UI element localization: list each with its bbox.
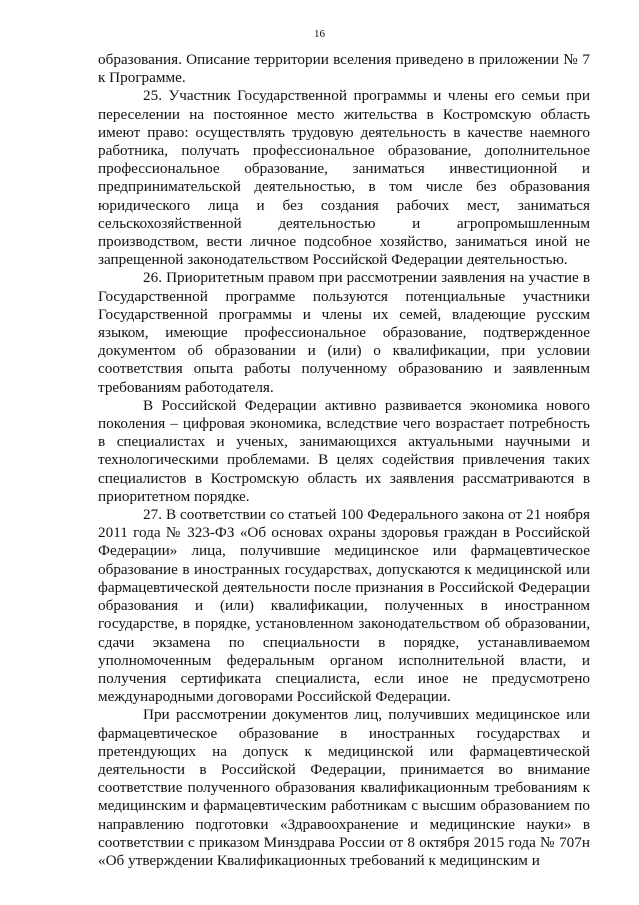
paragraph-medical-documents: При рассмотрении документов лиц, получивших медицинское или фармацевтическое образование в иностранных государствах и претендующих на допуск к медицинской или фармацевтической деятельности в Российской Федерации, принимается во внимание соответствие полученного образования квалификационным требованиям к медицинским и фармацевтическим работникам с высшим образованием по направлению подготовки «Здравоохранение и медицинские науки» в соответствии с приказом Минздрава России от 8 октября 2015 года № 707н «Об утверждении Квалификационных требований к медицинским и bbox=[98, 706, 590, 869]
document-body bbox=[98, 51, 590, 870]
paragraph-25: 25. Участник Государственной программы и члены его семьи при переселении на постоянное место жительства в Костромскую область имеют право: осуществлять трудовую деятельность в качестве наемного работника, получать профессиональное образование, дополнительное профессиональное образование, заниматься инвестиционной и предпринимательской деятельностью, в том числе без образования юридического лица и без создания рабочих мест, заниматься сельскохозяйственной деятельностью и агропромышленным производством, вести личное подсобное хозяйство, заниматься иной не запрещенной законодательством Российской Федерации деятельностью. bbox=[98, 87, 590, 269]
paragraph-26: 26. Приоритетным правом при рассмотрении заявления на участие в Государственной программе пользуются потенциальные участники Государственной программы и члены их семей, владеющие русским языком, имеющие профессиональное образование, подтвержденное документом об образовании и (или) о квалификации, при условии соответствия опыта работы полученному образованию и заявленным требованиям работодателя. bbox=[98, 269, 590, 396]
page-number: 16 bbox=[314, 28, 325, 40]
paragraph-continuation: образования. Описание территории вселения приведено в приложении № 7 к Программе. bbox=[98, 51, 590, 87]
paragraph-digital-economy: В Российской Федерации активно развивается экономика нового поколения – цифровая экономика, вследствие чего возрастает потребность в специалистах и ученых, занимающихся актуальными научными и технологическими проблемами. В целях содействия привлечения таких специалистов в Костромскую область их заявления рассматриваются в приоритетном порядке. bbox=[98, 396, 590, 505]
paragraph-27: 27. В соответствии со статьей 100 Федерального закона от 21 ноября 2011 года № 323-ФЗ «Об основах охраны здоровья граждан в Российской Федерации» лица, получившие медицинское или фармацевтическое образование в иностранных государствах, допускаются к медицинской или фармацевтической деятельности после признания в Российской Федерации образования и (или) квалификации, полученных в иностранном государстве, в порядке, установленном законодательством об образовании, сдачи экзамена по специальности в порядке, устанавливаемом уполномоченным федеральным органом исполнительной власти, и получения сертификата специалиста, если иное не предусмотрено международными договорами Российской Федерации. bbox=[98, 506, 590, 706]
